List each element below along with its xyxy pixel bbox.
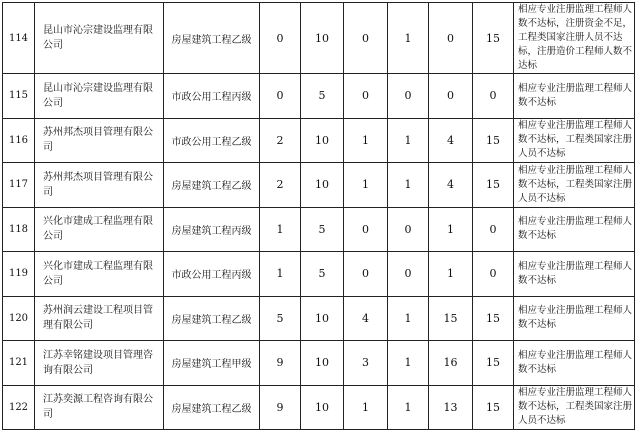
value-cell: 0	[388, 74, 429, 119]
row-number: 118	[3, 207, 35, 252]
value-cell: 15	[473, 296, 514, 341]
value-cell: 1	[388, 163, 429, 208]
value-cell: 10	[301, 296, 344, 341]
deficiency-note: 相应专业注册监理工程师人数不达标	[514, 296, 635, 341]
deficiency-note: 相应专业注册监理工程师人数不达标，工程类国家注册人员不达标	[514, 118, 635, 163]
value-cell: 16	[429, 341, 473, 386]
value-cell: 0	[429, 74, 473, 119]
row-number: 121	[3, 341, 35, 386]
value-cell: 1	[388, 341, 429, 386]
value-cell: 0	[344, 3, 388, 74]
company-name: 江苏奕源工程咨询有限公司	[35, 385, 164, 430]
value-cell: 15	[473, 118, 514, 163]
deficiency-note: 相应专业注册监理工程师人数不达标，工程类国家注册人员不达标	[514, 385, 635, 430]
value-cell: 1	[429, 207, 473, 252]
company-name: 江苏幸铭建设项目管理咨询有限公司	[35, 341, 164, 386]
table-row	[3, 385, 635, 430]
value-cell: 1	[388, 296, 429, 341]
value-cell: 0	[473, 207, 514, 252]
qualification-level: 房屋建筑工程丙级	[164, 207, 260, 252]
value-cell: 10	[301, 385, 344, 430]
company-name: 昆山市沁宗建设监理有限公司	[35, 3, 164, 74]
value-cell: 13	[429, 385, 473, 430]
value-cell: 2	[260, 163, 301, 208]
row-number: 117	[3, 163, 35, 208]
value-cell: 10	[301, 3, 344, 74]
value-cell: 0	[260, 3, 301, 74]
company-name: 苏州邦杰项目管理有限公司	[35, 118, 164, 163]
deficiency-note: 相应专业注册监理工程师人数不达标，工程类国家注册人员不达标	[514, 163, 635, 208]
value-cell: 4	[429, 118, 473, 163]
value-cell: 0	[344, 74, 388, 119]
value-cell: 0	[388, 252, 429, 297]
company-name: 兴化市建成工程监理有限公司	[35, 207, 164, 252]
value-cell: 15	[473, 385, 514, 430]
qualification-level: 市政公用工程丙级	[164, 74, 260, 119]
value-cell: 3	[344, 341, 388, 386]
value-cell: 0	[473, 74, 514, 119]
table-row	[3, 3, 635, 74]
table-row	[3, 118, 635, 163]
company-name: 苏州润云建设工程项目管理有限公司	[35, 296, 164, 341]
value-cell: 0	[473, 252, 514, 297]
value-cell: 0	[429, 3, 473, 74]
value-cell: 4	[429, 163, 473, 208]
table-row	[3, 252, 635, 297]
qualification-level: 房屋建筑工程乙级	[164, 296, 260, 341]
deficiency-note: 相应专业注册监理工程师人数不达标	[514, 74, 635, 119]
value-cell: 5	[301, 74, 344, 119]
value-cell: 1	[388, 3, 429, 74]
table-row	[3, 74, 635, 119]
value-cell: 10	[301, 163, 344, 208]
company-name: 兴化市建成工程监理有限公司	[35, 252, 164, 297]
table-row	[3, 207, 635, 252]
value-cell: 15	[473, 163, 514, 208]
value-cell: 1	[388, 385, 429, 430]
qualification-level: 房屋建筑工程甲级	[164, 341, 260, 386]
value-cell: 10	[301, 341, 344, 386]
row-number: 116	[3, 118, 35, 163]
value-cell: 5	[301, 207, 344, 252]
value-cell: 9	[260, 341, 301, 386]
value-cell: 10	[301, 118, 344, 163]
qualification-level: 市政公用工程丙级	[164, 252, 260, 297]
value-cell: 15	[429, 296, 473, 341]
deficiency-note: 相应专业注册监理工程师人数不达标	[514, 207, 635, 252]
value-cell: 1	[344, 385, 388, 430]
value-cell: 15	[473, 3, 514, 74]
deficiency-note: 相应专业注册监理工程师人数不达标	[514, 252, 635, 297]
company-name: 昆山市沁宗建设监理有限公司	[35, 74, 164, 119]
row-number: 115	[3, 74, 35, 119]
row-number: 114	[3, 3, 35, 74]
company-name: 苏州邦杰项目管理有限公司	[35, 163, 164, 208]
value-cell: 0	[344, 207, 388, 252]
value-cell: 1	[388, 118, 429, 163]
value-cell: 1	[260, 252, 301, 297]
value-cell: 1	[344, 163, 388, 208]
value-cell: 0	[344, 252, 388, 297]
row-number: 122	[3, 385, 35, 430]
qualification-table	[2, 2, 635, 430]
row-number: 120	[3, 296, 35, 341]
qualification-level: 市政公用工程乙级	[164, 118, 260, 163]
value-cell: 1	[260, 207, 301, 252]
row-number: 119	[3, 252, 35, 297]
table-row	[3, 163, 635, 208]
deficiency-note: 相应专业注册监理工程师人数不达标，注册资金不足，工程类国家注册人员不达标，注册造价工程师人数不达标	[514, 3, 635, 74]
value-cell: 5	[301, 252, 344, 297]
value-cell: 1	[429, 252, 473, 297]
qualification-level: 房屋建筑工程乙级	[164, 3, 260, 74]
table-row	[3, 296, 635, 341]
table-row	[3, 341, 635, 386]
value-cell: 15	[473, 341, 514, 386]
qualification-level: 房屋建筑工程乙级	[164, 163, 260, 208]
deficiency-note: 相应专业注册监理工程师人数不达标	[514, 341, 635, 386]
value-cell: 0	[260, 74, 301, 119]
value-cell: 1	[344, 118, 388, 163]
value-cell: 2	[260, 118, 301, 163]
value-cell: 0	[388, 207, 429, 252]
value-cell: 4	[344, 296, 388, 341]
qualification-level: 房屋建筑工程乙级	[164, 385, 260, 430]
value-cell: 9	[260, 385, 301, 430]
value-cell: 5	[260, 296, 301, 341]
